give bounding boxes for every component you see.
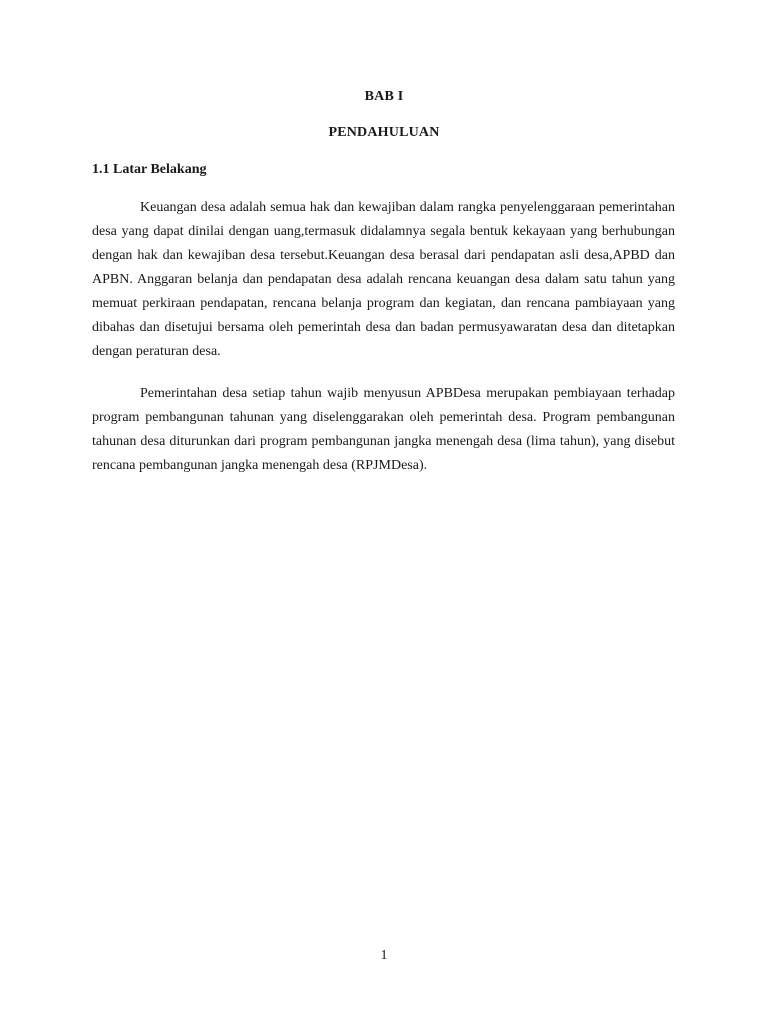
- body-text-block-1: [92, 196, 675, 372]
- chapter-title: PENDAHULUAN: [328, 125, 440, 140]
- section-heading: 1.1 Latar Belakang: [92, 162, 207, 177]
- page-number: 1: [380, 948, 388, 963]
- paragraph-2: Pemerintahan desa setiap tahun wajib menyusun APBDesa merupakan pembiayaan terhadap program pembangunan tahunan yang diselenggarakan oleh pemerintah desa. Program pembangunan tahunan desa diturunkan dari program pembangunan jangka menengah desa (lima tahun), yang disebut rencana pembangunan jangka menengah desa (RPJMDesa).: [92, 386, 675, 473]
- body-text-block-2: [92, 382, 675, 486]
- paragraph-1: Keuangan desa adalah semua hak dan kewajiban dalam rangka penyelenggaraan pemerintahan desa yang dapat dinilai dengan uang,termasuk didalamnya segala bentuk kekayaan yang berhubungan dengan hak dan kewajiban desa tersebut.Keuangan desa berasal dari pendapatan asli desa,APBD dan APBN. Anggaran belanja dan pendapatan desa adalah rencana keuangan desa dalam satu tahun yang memuat perkiraan pendapatan, rencana belanja program dan kegiatan, dan rencana pambiayaan yang dibahas dan disetujui bersama oleh pemerintah desa dan badan permusyawaratan desa dan ditetapkan dengan peraturan desa.: [92, 200, 675, 359]
- chapter-number: BAB I: [364, 89, 404, 104]
